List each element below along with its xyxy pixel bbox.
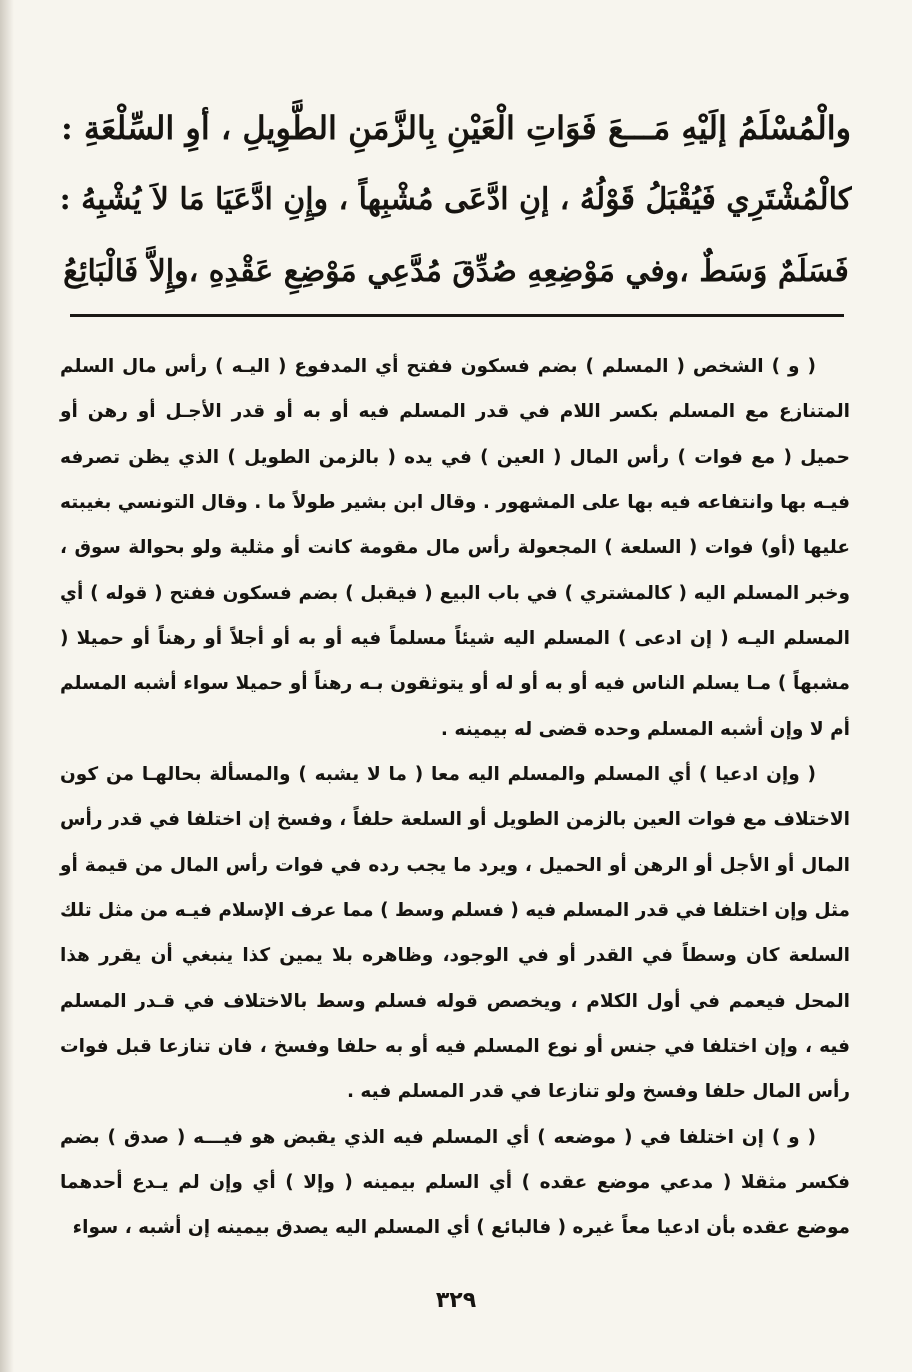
page-number: ٣٢٩ — [435, 1288, 477, 1313]
matn-block — [60, 92, 852, 308]
commentary-block — [60, 344, 850, 1251]
section-divider — [70, 314, 844, 317]
matn-line: كالْمُشْتَرِي فَيُقْبَلُ قَوْلُهُ ، إنِ ادَّعَى مُشْبِهاً ، وإِنِ ادَّعَيَا مَا لاَ يُشْبِهُ : — [60, 182, 852, 217]
commentary-paragraph: ( و ) إن اختلفا في ( موضعه ) أي المسلم فيه الذي يقبض هو فيـــه ( صدق ) بضم فكسر مثقلا ( مدعي موضع عقده ) أي السلم بيمينه ( وإلا ) أي وإن لم يـدع أحدهما موضع عقده بأن ادعيا معاً غيره ( فالبائع ) أي المسلم اليه يصدق بيمينه إن أشبه ، سواء — [60, 1126, 850, 1239]
matn-line: فَسَلَمٌ وَسَطٌ ،وفي مَوْضِعِهِ صُدِّقَ مُدَّعِي مَوْضِعِ عَقْدِهِ ،وإِلاَّ فَالْبَائِعُ — [63, 254, 849, 289]
matn-line: والْمُسْلَمُ إلَيْهِ مَـــعَ فَوَاتِ الْعَيْنِ بِالزَّمَنِ الطَّوِيلِ ، أوِ السِّلْعَةِ : — [60, 109, 852, 147]
commentary-paragraph: ( و ) الشخص ( المسلم ) بضم فسكون ففتح أي المدفوع ( اليـه ) رأس مال السلم المتنازع مع المسلم بكسر اللام في قدر المسلم فيه أو به أو قدر الأجـل أو رهن أو حميل ( مع فوات ) رأس المال ( العين ) في يده ( بالزمن الطويل ) الذي يظن تصرفه فيـه بها وانتفاعه فيه بها على المشهور . وقال ابن بشير طولاً ما . وقال التونسي بغيبته عليها (أو) فوات ( السلعة ) المجعولة رأس مال مقومة كانت أو مثلية ولو بحوالة سوق ، وخبر المسلم اليه ( كالمشتري ) في باب البيع ( فيقبل ) بضم فسكون ففتح ( قوله ) أي المسلم اليـه ( إن ادعى ) المسلم اليه شيئاً مسلماً فيه أو به أو أجلاً أو رهناً أو حميلا ( مشبهاً ) مـا يسلم الناس فيه أو به أو له أو يتوثقون بـه رهناً أو حميلا سواء أشبه المسلم أم لا وإن أشبه المسلم وحده قضى له بيمينه . — [60, 356, 850, 740]
commentary-paragraph: ( وإن ادعيا ) أي المسلم والمسلم اليه معا ( ما لا يشبه ) والمسألة بحالهـا من كون الاختلاف مع فوات العين بالزمن الطويل أو السلعة حلفاً ، وفسخ إن اختلفا في قدر رأس المال أو الأجل أو الرهن أو الحميل ، ويرد ما يجب رده في فوات رأس المال من قيمة أو مثل وإن اختلفا في قدر المسلم فيه ( فسلم وسط ) مما عرف الإسلام فيـه من مثل تلك السلعة كان وسطاً في القدر أو في الوجود، وظاهره بلا يمين كذا ينبغي أن يقرر هذا المحل فيعمم في أول الكلام ، ويخصص قوله فسلم وسط بالاختلاف في قـدر المسلم فيه ، وإن اختلفا في جنس أو نوع المسلم فيه أو به حلفا وفسخ ، فان تنازعا قبل فوات رأس المال حلفا وفسخ ولو تنازعا في قدر المسلم فيه . — [60, 763, 850, 1103]
